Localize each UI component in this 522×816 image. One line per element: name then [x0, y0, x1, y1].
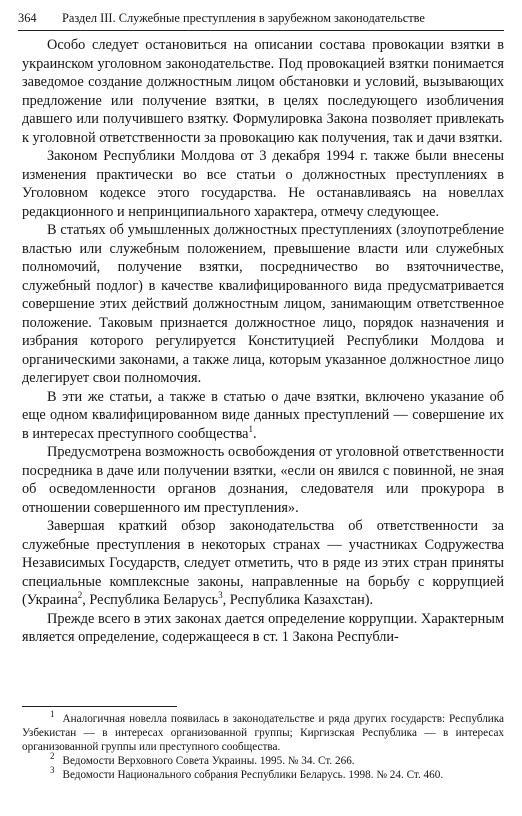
paragraph-6-mid: , Республика Беларусь — [82, 592, 219, 608]
paragraph-5: Предусмотрена возможность освобождения от уголовной ответственности посредника в даче или получении взятки, «если он явился с повинной, не зная об осведомленности органов дознания, следователя или прокурора в отношении совершенного им преступления». — [22, 444, 504, 516]
footnote-divider — [22, 706, 177, 707]
running-head: Раздел III. Служебные преступления в зарубежном законодательстве — [62, 11, 425, 25]
paragraph-4-end: . — [253, 425, 257, 442]
paragraph-6 — [22, 517, 504, 610]
footnote-ref-3: 3 — [218, 590, 223, 601]
footnote-text: Ведомости Верховного Совета Украины. 1995. № 34. Ст. 266. — [62, 755, 355, 767]
paragraph-4-text: В эти же статьи, а также в статью о даче взятки, включено указание об еще одном квалифицированном виде данных преступлений — совершение их в интересах преступного сообщества — [22, 388, 504, 442]
paragraph-1: Особо следует остановиться на описании состава провокации взятки в украинском уголовном законодательстве. Под провокацией взятки понимается заведомое создание должностным лицом обстановки и условий, вызывающих предложение или получение взятки, в целях последующего изобличения давшего или получившего взятку. Формулировка Закона позволяет привлекать к уголовной ответственности за провокацию как получения, так и дачи взятки. — [22, 37, 504, 146]
paragraph-4 — [22, 388, 504, 444]
paragraph-6-end: , Республика Казахстан). — [222, 592, 374, 608]
footnote-ref-1: 1 — [248, 423, 254, 434]
footnote-mark: 2 — [50, 751, 55, 762]
footnote-mark: 3 — [50, 765, 55, 776]
paragraph-7: Прежде всего в этих законах дается определение коррупции. Характерным является определение, содержащееся в ст. 1 Закона Республи- — [22, 610, 504, 645]
paragraph-2: Законом Республики Молдова от 3 декабря 1994 г. также были внесены изменения практически во все статьи о должностных преступлениях в Уголовном кодексе этого государства. Не останавливаясь на новеллах редакционного и непринципиального характера, отмечу следующее. — [22, 148, 504, 220]
footnote-2 — [22, 751, 504, 768]
footnotes — [22, 709, 504, 782]
footnote-text: Ведомости Национального собрания Республики Беларусь. 1998. № 24. Ст. 460. — [62, 769, 444, 781]
page-header — [18, 8, 504, 31]
footnote-text: Аналогичная новелла появилась в законодательстве и ряда других государств: Республика Узбекистан — в интересах организованной группы; Киргизская Республика — в интересах организованной группы или преступного сообщества. — [22, 713, 504, 753]
footnote-3 — [22, 765, 504, 782]
footnote-ref-2: 2 — [77, 590, 83, 601]
footnote-mark: 1 — [50, 709, 55, 720]
footnote-1 — [22, 709, 504, 754]
paragraph-6-text: Завершая краткий обзор законодательства об ответственности за служебные преступления в некоторых странах — участниках Содружества Независимых Государств, следует отметить, что в ряде из этих стран приняты специальные комплексные законы, направленные на борьбу с коррупцией (Украина — [22, 518, 504, 608]
main-text — [22, 36, 504, 647]
paragraph-3: В статьях об умышленных должностных преступлениях (злоупотребление властью или служебным положением, превышение власти или служебных полномочий, получение взятки, посредничество во взяточничестве, служебный подлог) в качестве квалифицированного вида предусматривается совершение этих действий должностным лицом, занимающим ответственное положение. Таковым признается должностное лицо, порядок назначения и избрания которого регулируется Конституцией Республики Молдова и органическими законами, а также лица, которым указанное должностное лицо делегирует свои полномочия. — [22, 222, 504, 386]
page-number: 364 — [18, 11, 37, 25]
